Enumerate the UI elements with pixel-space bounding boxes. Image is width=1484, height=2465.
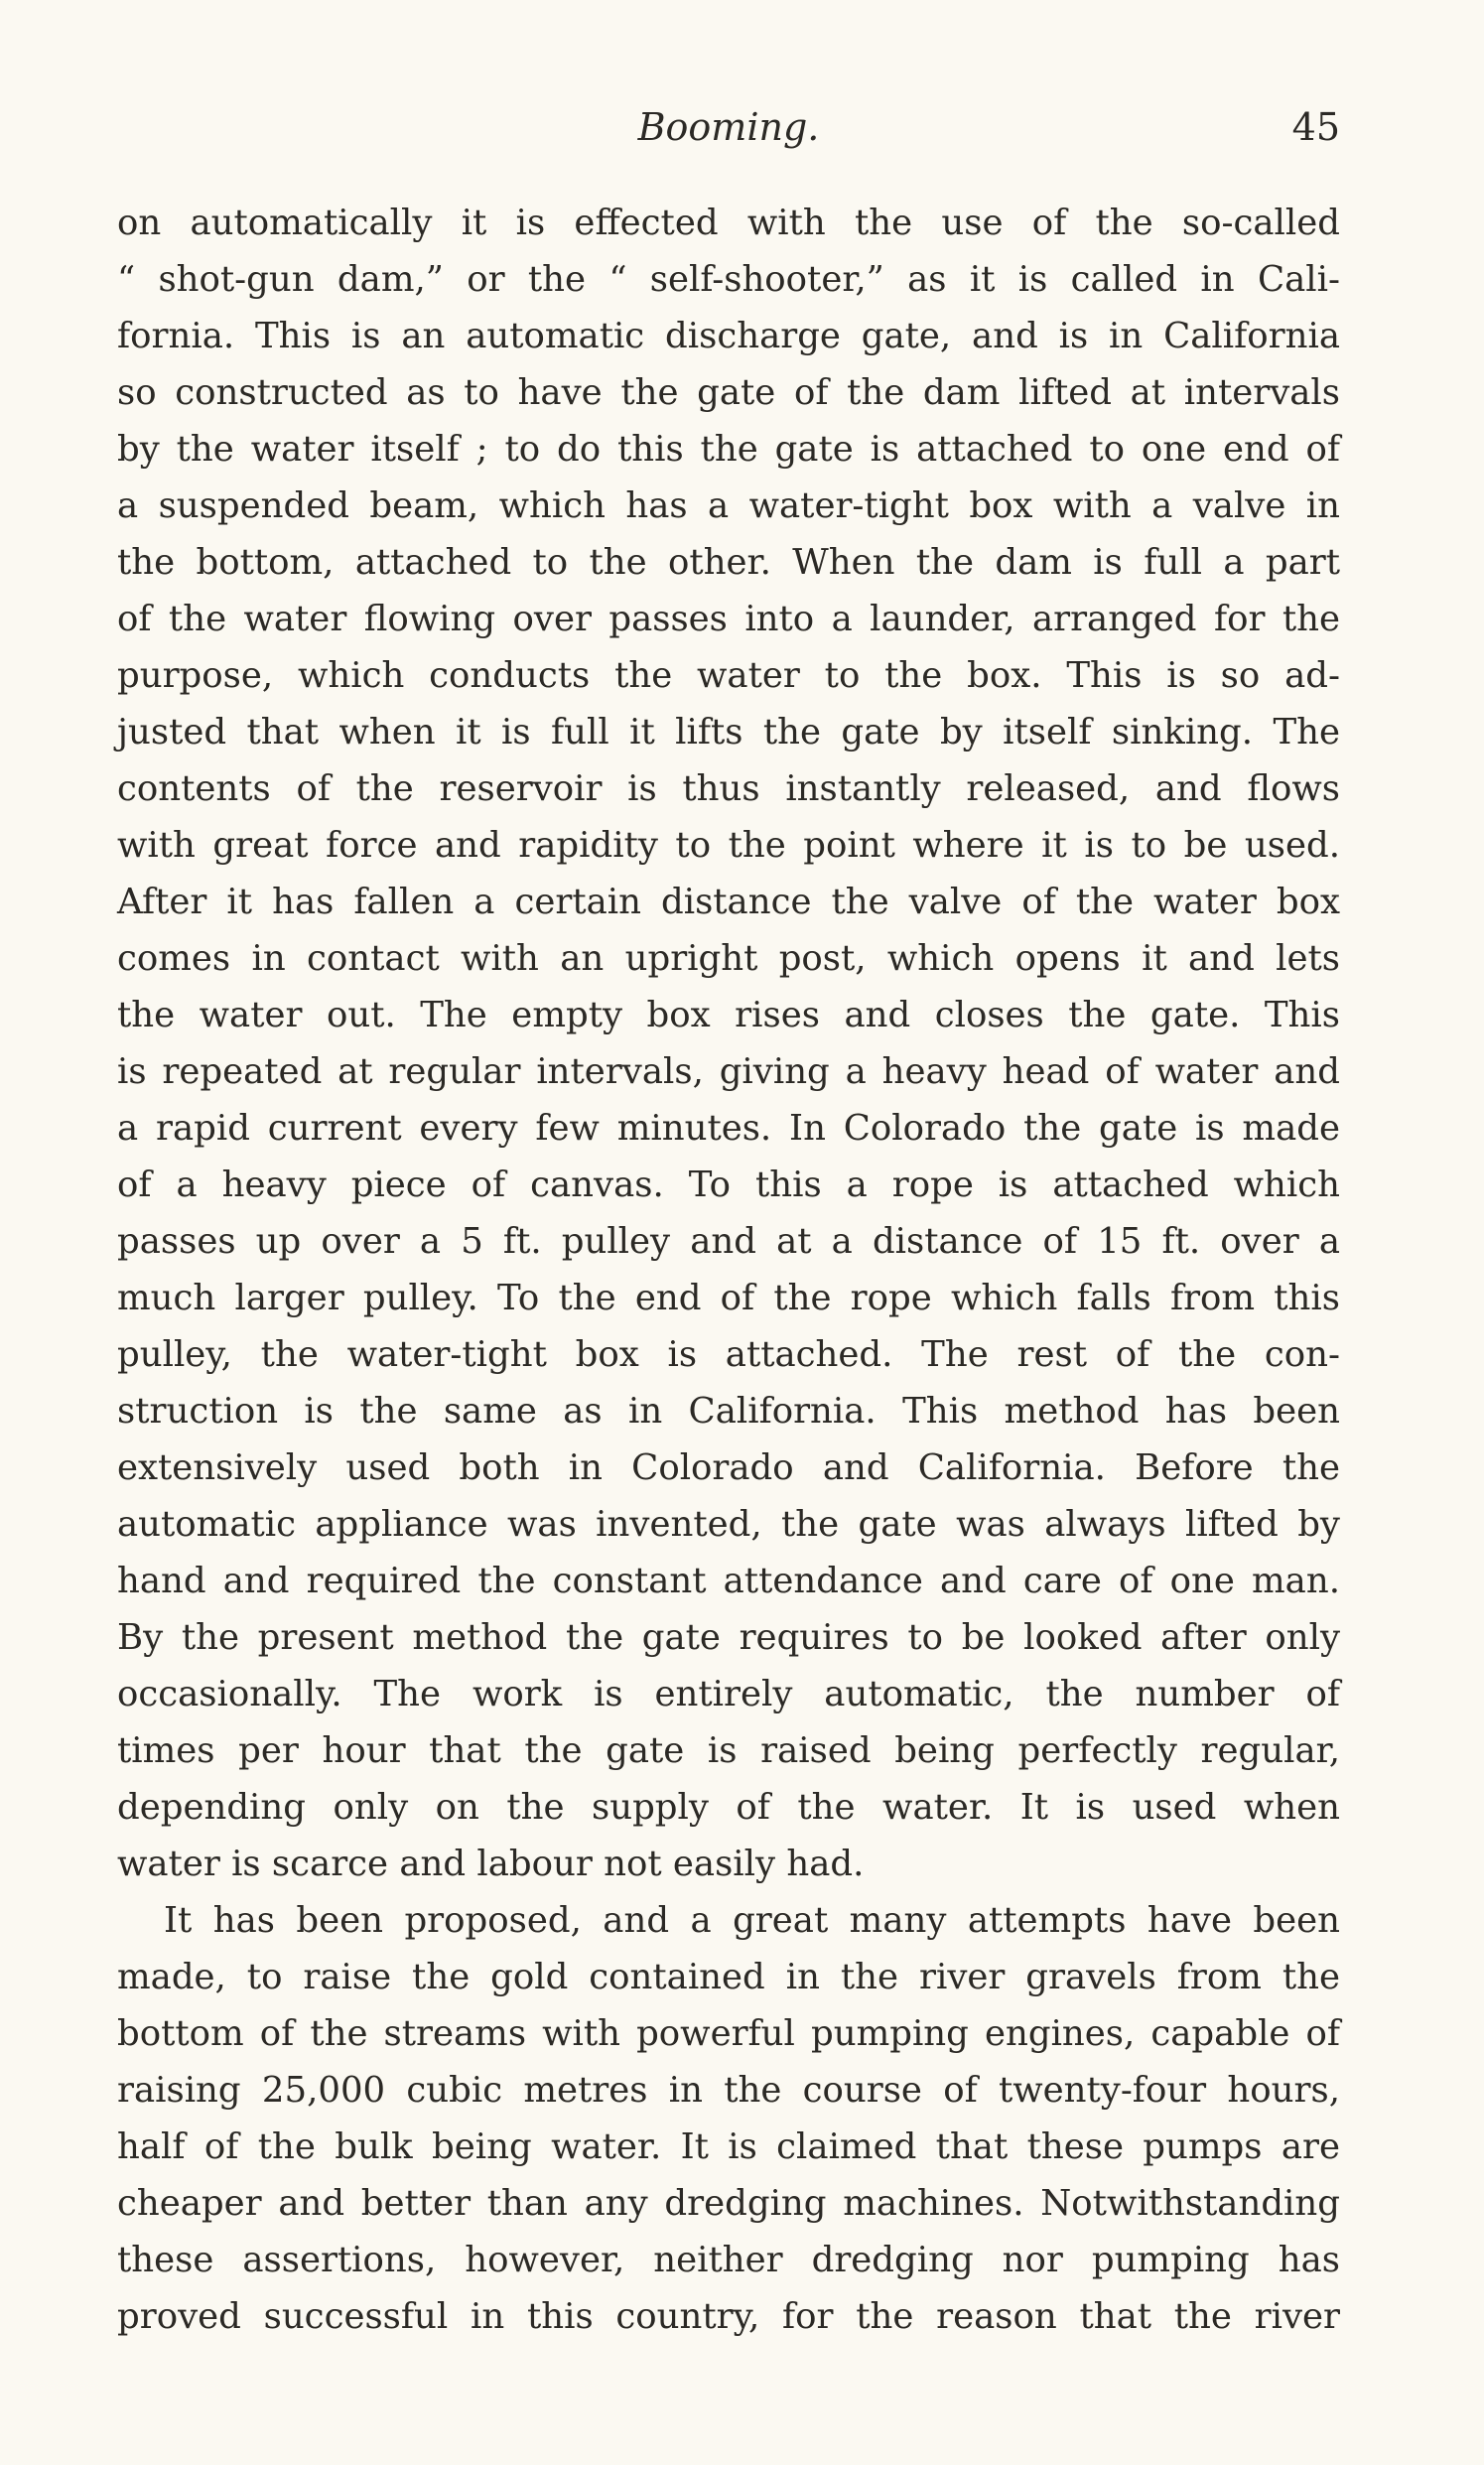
text-line: proved successful in this country, for the reason that the river — [117, 2296, 1340, 2337]
text-line: cheaper and better than any dredging machines. Notwithstanding — [117, 2183, 1340, 2224]
text-line: purpose, which conducts the water to the box. This is so ad- — [117, 655, 1340, 696]
text-line: pulley, the water-tight box is attached. The rest of the con- — [117, 1334, 1340, 1375]
text-line: occasionally. The work is entirely automatic, the number of — [117, 1674, 1340, 1714]
running-head: Booming. — [637, 105, 820, 149]
text-line: so constructed as to have the gate of the dam lifted at intervals — [117, 372, 1340, 413]
text-line: a suspended beam, which has a water-tight box with a valve in — [117, 485, 1340, 526]
text-line: times per hour that the gate is raised being perfectly regular, — [117, 1730, 1340, 1771]
text-line: automatic appliance was invented, the gate was always lifted by — [117, 1504, 1340, 1545]
text-line: After it has fallen a certain distance the valve of the water box — [117, 882, 1340, 922]
text-line: the bottom, attached to the other. When the dam is full a part — [117, 542, 1340, 583]
text-line: extensively used both in Colorado and California. Before the — [117, 1447, 1340, 1488]
text-line: with great force and rapidity to the point where it is to be used. — [117, 825, 1340, 866]
text-line: depending only on the supply of the water. It is used when — [117, 1787, 1340, 1828]
text-line: of the water flowing over passes into a launder, arranged for the — [117, 599, 1340, 639]
text-line: is repeated at regular intervals, giving a heavy head of water and — [117, 1051, 1340, 1092]
page-header — [117, 97, 1340, 157]
page-number: 45 — [1291, 105, 1340, 149]
text-line: by the water itself ; to do this the gate is attached to one end of — [117, 429, 1340, 470]
text-line: much larger pulley. To the end of the rope which falls from this — [117, 1278, 1340, 1318]
text-line: fornia. This is an automatic discharge gate, and is in California — [117, 316, 1340, 356]
text-line: justed that when it is full it lifts the gate by itself sinking. The — [117, 712, 1340, 753]
text-line: half of the bulk being water. It is claimed that these pumps are — [117, 2126, 1340, 2167]
text-line: contents of the reservoir is thus instantly released, and flows — [117, 768, 1340, 809]
text-line: on automatically it is effected with the use of the so-called — [117, 203, 1340, 243]
body-text — [117, 195, 1340, 2345]
text-line: a rapid current every few minutes. In Colorado the gate is made — [117, 1108, 1340, 1149]
text-line: made, to raise the gold contained in the river gravels from the — [117, 1957, 1340, 1997]
paragraph-end-line: water is scarce and labour not easily had. — [117, 1844, 865, 1884]
text-line: the water out. The empty box rises and closes the gate. This — [117, 995, 1340, 1035]
text-line: struction is the same as in California. This method has been — [117, 1391, 1340, 1432]
text-line: “ shot-gun dam,” or the “ self-shooter,” as it is called in Cali- — [117, 259, 1340, 300]
text-line: raising 25,000 cubic metres in the course of twenty-four hours, — [117, 2070, 1340, 2111]
text-line: passes up over a 5 ft. pulley and at a distance of 15 ft. over a — [117, 1221, 1340, 1262]
text-line: bottom of the streams with powerful pumping engines, capable of — [117, 2013, 1340, 2054]
text-line: comes in contact with an upright post, which opens it and lets — [117, 938, 1340, 979]
text-line: hand and required the constant attendance and care of one man. — [117, 1561, 1340, 1601]
text-line: By the present method the gate requires to be looked after only — [117, 1617, 1340, 1658]
paragraph-start-line: It has been proposed, and a great many attempts have been — [164, 1900, 1340, 1941]
text-line: of a heavy piece of canvas. To this a rope is attached which — [117, 1164, 1340, 1205]
text-line: these assertions, however, neither dredging nor pumping has — [117, 2240, 1340, 2280]
